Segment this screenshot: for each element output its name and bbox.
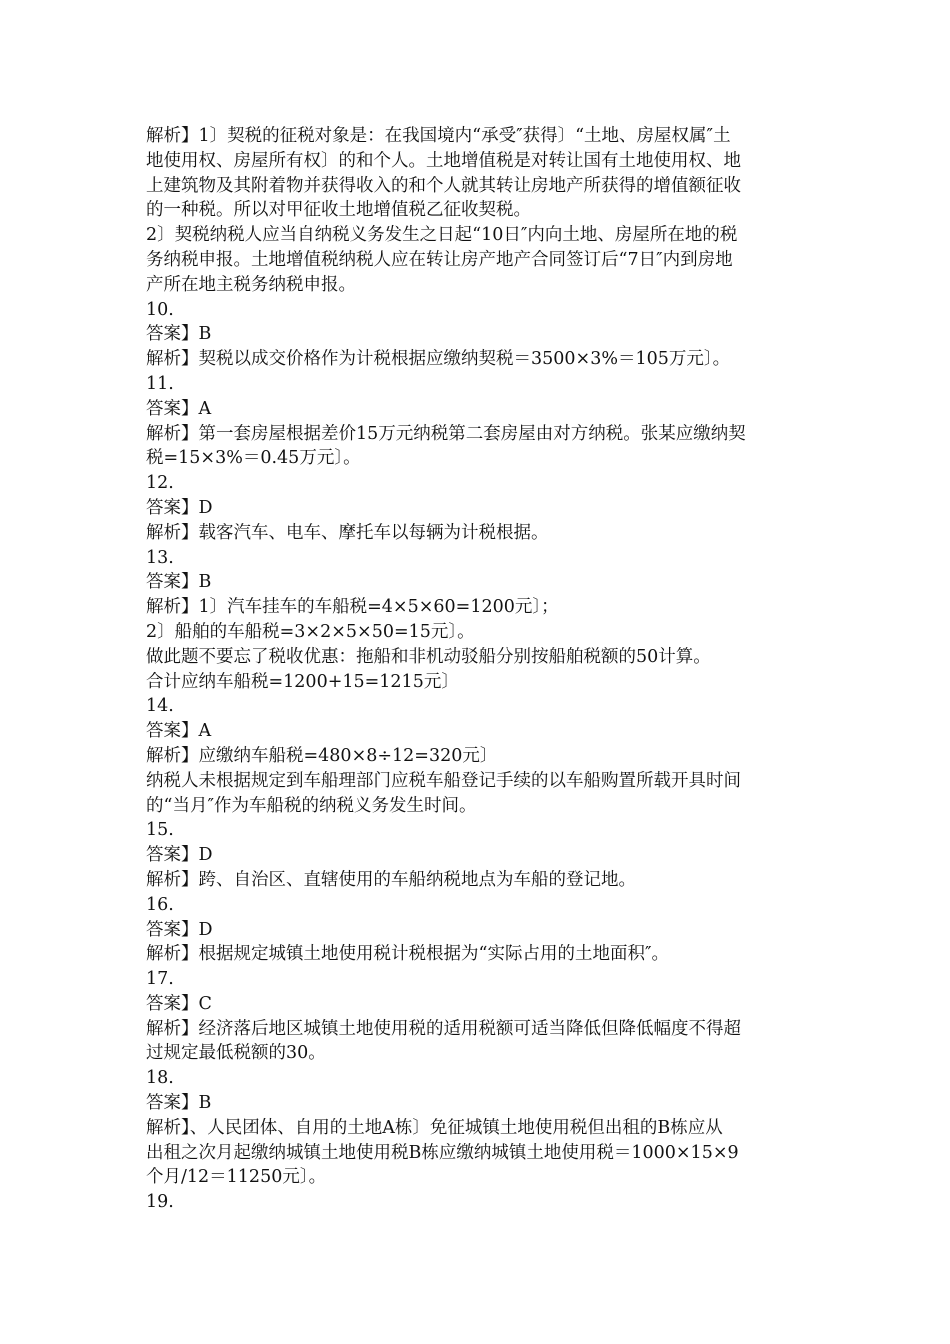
answer-line: 答案】D [146, 845, 213, 866]
text-line: 的“当月″作为车船税的纳税义务发生时间。 [146, 795, 477, 816]
question-number: 16. [146, 894, 174, 915]
answer-line: 答案】C [146, 993, 212, 1014]
question-number: 13. [146, 547, 174, 568]
text-line: 2〕契税纳税人应当自纳税义务发生之日起“10日″内向土地、房屋所在地的税 [146, 225, 738, 246]
text-line: 合计应纳车船税=1200+15=1215元〕 [146, 671, 459, 692]
text-line: 出租之次月起缴纳城镇土地使用税B栋应缴纳城镇土地使用税＝1000×15×9 [146, 1142, 739, 1163]
text-line: 个月/12＝11250元〕。 [146, 1167, 327, 1188]
question-number: 12. [146, 473, 174, 494]
question-number: 10. [146, 299, 174, 320]
question-number: 14. [146, 696, 174, 717]
document-body [146, 124, 806, 1215]
analysis-line: 解析】1〕汽车挂车的车船税=4×5×60=1200元〕； [146, 597, 559, 618]
text-line: 纳税人未根据规定到车船理部门应税车船登记手续的以车船购置所载开具时间 [146, 770, 741, 791]
answer-line: 答案】D [146, 497, 213, 518]
text-line: 地使用权、房屋所有权〕的和个人。土地增值税是对转让国有土地使用权、地 [146, 150, 741, 171]
text-line: 务纳税申报。土地增值税纳税人应在转让房产地产合同签订后“7日″内到房地 [146, 249, 733, 270]
analysis-line: 解析】载客汽车、电车、摩托车以每辆为计税根据。 [146, 522, 549, 543]
answer-line: 答案】B [146, 324, 212, 345]
analysis-line: 解析】应缴纳车船税=480×8÷12=320元〕 [146, 745, 498, 766]
question-number: 19. [146, 1192, 174, 1213]
analysis-line: 解析】、人民团体、自用的土地A栋〕免征城镇土地使用税但出租的B栋应从 [146, 1117, 723, 1138]
analysis-line: 解析】契税以成交价格作为计税根据应缴纳契税＝3500×3%＝105万元〕。 [146, 349, 731, 370]
text-line: 解析】1〕契税的征税对象是：在我国境内“承受″获得〕“土地、房屋权属″土 [146, 126, 731, 146]
answer-line: 答案】B [146, 572, 212, 593]
answer-line: 答案】D [146, 919, 213, 940]
text-line: 2〕船舶的车船税=3×2×5×50=15元〕。 [146, 621, 475, 642]
analysis-line: 解析】经济落后地区城镇土地使用税的适用税额可适当降低但降低幅度不得超 [146, 1018, 741, 1039]
text-line: 做此题不要忘了税收优惠：拖船和非机动驳船分别按船舶税额的50计算。 [146, 646, 711, 667]
text-line: 税=15×3%＝0.45万元〕。 [146, 448, 361, 469]
analysis-line: 解析】第一套房屋根据差价15万元纳税第二套房屋由对方纳税。张某应缴纳契 [146, 423, 746, 444]
question-number: 17. [146, 969, 174, 990]
text-line: 产所在地主税务纳税申报。 [146, 274, 356, 295]
text-line: 的一种税。所以对甲征收土地增值税乙征收契税。 [146, 200, 531, 221]
text-line: 上建筑物及其附着物并获得收入的和个人就其转让房地产所获得的增值额征收 [146, 175, 741, 196]
question-number: 15. [146, 820, 174, 841]
question-number: 18. [146, 1068, 174, 1089]
answer-line: 答案】A [146, 721, 212, 742]
analysis-line: 解析】跨、自治区、直辖使用的车船纳税地点为车船的登记地。 [146, 869, 636, 890]
analysis-line: 解析】根据规定城镇土地使用税计税根据为“实际占用的土地面积″。 [146, 944, 669, 965]
text-line: 过规定最低税额的30。 [146, 1043, 326, 1064]
answer-line: 答案】B [146, 1093, 212, 1114]
question-number: 11. [146, 373, 174, 394]
answer-line: 答案】A [146, 398, 212, 419]
